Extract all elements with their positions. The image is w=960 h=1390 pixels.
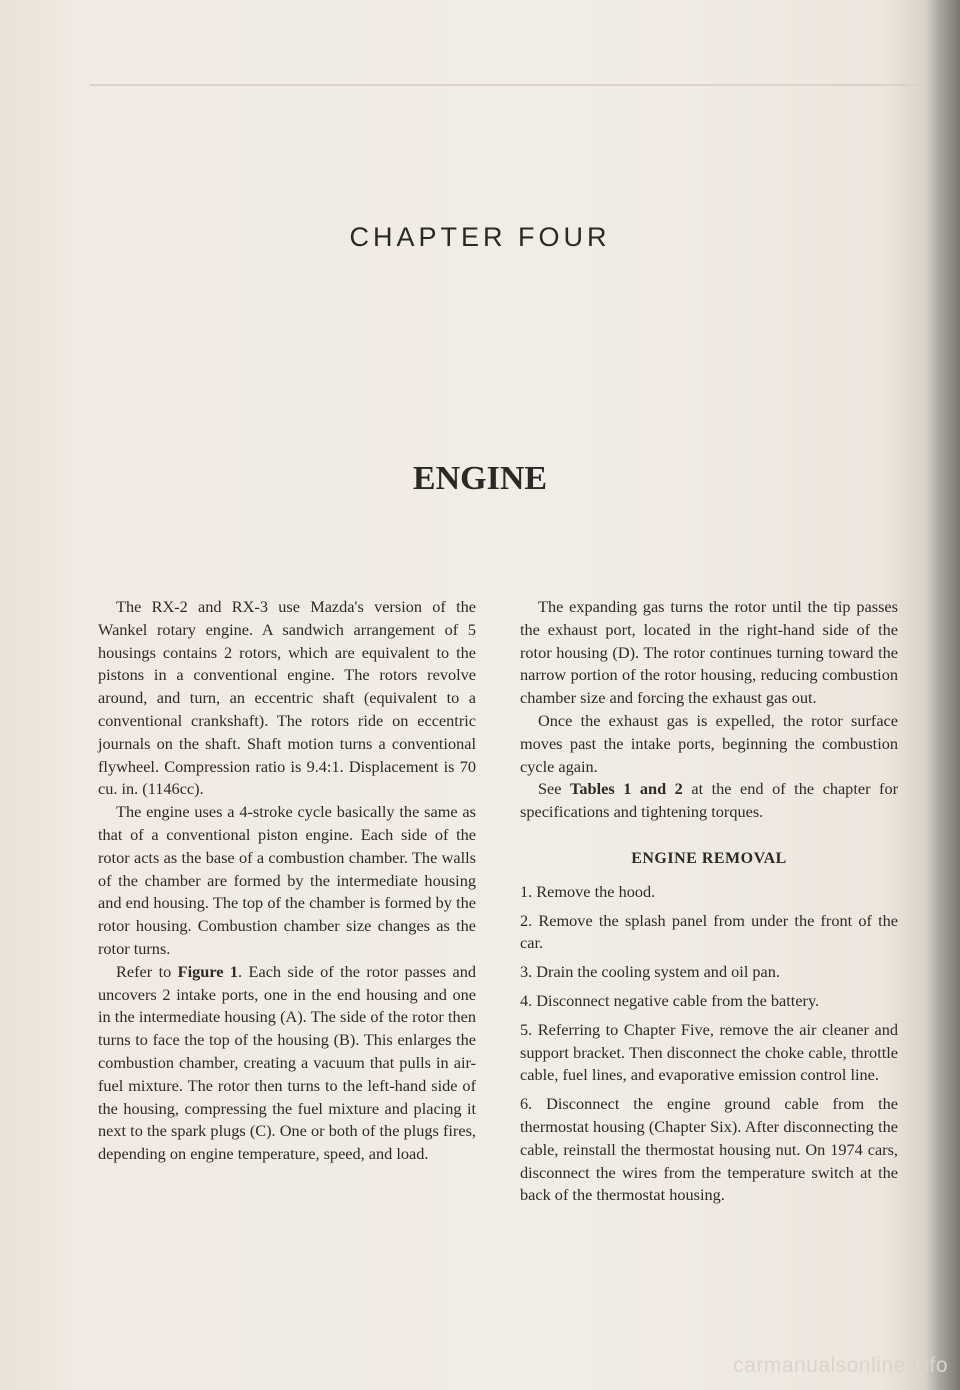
- text-run: . Each side of the rotor passes and uncovers 2 intake ports, one in the end housing and one in the intermediate housing (A). The side of the rotor then turns to face the top of the housing (B). This enlarges the combustion chamber, creating a vacuum that pulls in air-fuel mixture. The rotor then turns to the left-hand side of the housing, compressing the fuel mixture and placing it next to the spark plugs (C). One or both of the plugs fires, depending on engine temperature, speed, and load.: [98, 961, 476, 1164]
- text-run: See: [538, 779, 571, 799]
- subheading-engine-removal: ENGINE REMOVAL: [631, 849, 787, 867]
- right-column: [520, 596, 898, 1207]
- procedure-step: 5. Referring to Chapter Five, remove the air cleaner and support bracket. Then disconnect the choke cable, throttle cable, fuel lines, and evaporative emission control line.: [520, 1019, 898, 1085]
- watermark: carmanualsonline.info: [733, 1354, 948, 1377]
- procedure-step: 2. Remove the splash panel from under the front of the car.: [520, 910, 898, 953]
- table-reference: Tables 1 and 2: [570, 779, 683, 799]
- paragraph: [520, 778, 898, 824]
- page-header-rule: [90, 84, 920, 86]
- paragraph: The RX-2 and RX-3 use Mazda's version of the Wankel rotary engine. A sandwich arrangement of 5 housings contains 2 rotors, which are equivalent to the pistons in a conventional engine. The rotors revolve around, and turn, an eccentric shaft (equivalent to a conventional crankshaft). The rotors ride on eccentric journals on the shaft. Shaft motion turns a conventional flywheel. Compression ratio is 9.4:1. Displacement is 70 cu. in. (1146cc).: [98, 597, 476, 799]
- paragraph: The engine uses a 4-stroke cycle basically the same as that of a conventional piston engine. Each side of the rotor acts as the base of a combustion chamber. The walls of the chamber are formed by the intermediate housing and end housing. The top of the chamber is formed by the rotor housing. Combustion chamber size changes as the rotor turns.: [98, 802, 476, 958]
- left-column: [98, 596, 476, 1166]
- paragraph: The expanding gas turns the rotor until the tip passes the exhaust port, located in the right-hand side of the rotor housing (D). The rotor continues turning toward the narrow portion of the rotor housing, reducing combustion chamber size and forcing the exhaust gas out.: [520, 597, 898, 708]
- procedure-step: 1. Remove the hood.: [520, 881, 656, 901]
- section-title: ENGINE: [412, 460, 548, 497]
- book-spine-shadow: [926, 0, 960, 1390]
- procedure-step: 3. Drain the cooling system and oil pan.: [520, 962, 780, 982]
- figure-reference: Figure 1: [177, 961, 239, 981]
- text-run: at the end of the chapter for specifications and tightening torques.: [520, 779, 899, 822]
- paragraph: [98, 961, 476, 1166]
- procedure-step: 6. Disconnect the engine ground cable from the thermostat housing (Chapter Six). After disconnecting the cable, reinstall the thermostat housing nut. On 1974 cars, disconnect the wires from the temperature switch at the back of the thermostat housing.: [520, 1094, 898, 1205]
- paragraph: Once the exhaust gas is expelled, the rotor surface moves past the intake ports, beginning the combustion cycle again.: [520, 710, 898, 776]
- chapter-title: CHAPTER FOUR: [349, 222, 611, 252]
- text-run: Refer to: [116, 961, 178, 981]
- procedure-step: 4. Disconnect negative cable from the battery.: [520, 990, 820, 1010]
